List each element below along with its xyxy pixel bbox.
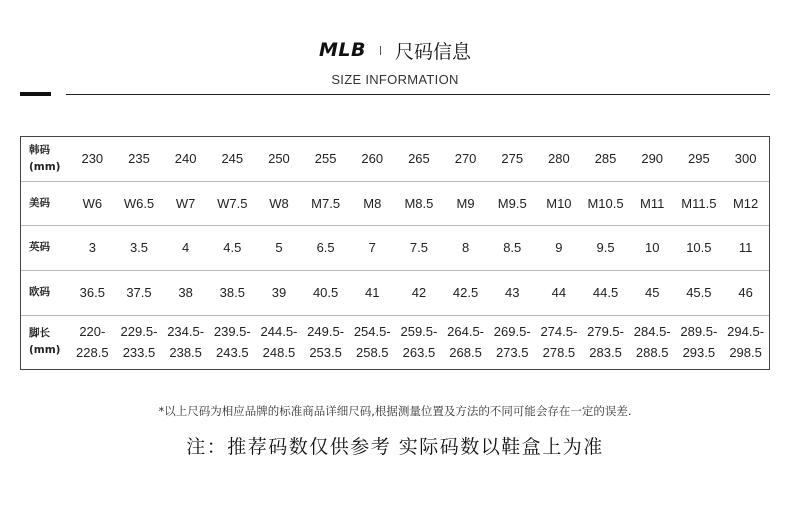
cell-line: 253.5 xyxy=(309,345,342,361)
cell-line: 233.5 xyxy=(122,345,156,361)
table-cell: W7 xyxy=(162,181,209,225)
table-cell: 245 xyxy=(221,151,244,167)
table-cell: W7.5 xyxy=(209,181,256,225)
table-cell: M12 xyxy=(722,181,769,225)
table-cell: M11 xyxy=(629,181,676,225)
cell-line: 278.5 xyxy=(542,345,576,361)
table-cell: 45 xyxy=(629,270,676,315)
row-label xyxy=(21,225,69,270)
table-cell: 260 xyxy=(361,151,384,167)
table-cell: 7.5 xyxy=(396,225,443,270)
table-cell xyxy=(209,315,256,369)
table-cell xyxy=(69,315,116,369)
cell-line: 243.5 xyxy=(216,345,249,361)
table-cell: 285 xyxy=(594,151,617,167)
table-cell: 37.5 xyxy=(116,270,163,315)
table-cell: 255 xyxy=(314,151,337,167)
table-cell: M9 xyxy=(442,181,489,225)
table-cell: 270 xyxy=(454,151,477,167)
page-subtitle: SIZE INFORMATION xyxy=(331,72,459,87)
table-cell: 38 xyxy=(162,270,209,315)
size-table xyxy=(21,137,769,369)
row-label-line: 欧码 xyxy=(29,286,50,298)
cell-line: 229.5- xyxy=(120,324,158,340)
row-label-line: (mm) xyxy=(29,344,61,357)
table-cell: M8 xyxy=(349,181,396,225)
cell-line: 228.5 xyxy=(76,345,109,361)
table-row xyxy=(21,270,769,315)
recommendation-note: 注：推荐码数仅供参考 实际码数以鞋盒上为准 xyxy=(186,436,604,458)
table-cell: 250 xyxy=(268,151,290,167)
table-cell: M7.5 xyxy=(302,181,349,225)
header-rule xyxy=(66,94,770,95)
cell-line: 239.5- xyxy=(213,324,251,340)
cell-line: 298.5 xyxy=(729,345,762,361)
cell-line: 273.5 xyxy=(495,345,529,361)
cell-line: 248.5 xyxy=(262,345,296,361)
table-cell xyxy=(722,315,769,369)
cell-line: 264.5- xyxy=(447,324,485,340)
table-cell xyxy=(629,315,676,369)
table-cell xyxy=(396,315,443,369)
row-label-line: 英码 xyxy=(29,241,50,253)
table-cell: 9 xyxy=(536,225,583,270)
table-cell: M8.5 xyxy=(396,181,443,225)
title-row xyxy=(0,34,790,66)
table-cell: 5 xyxy=(256,225,303,270)
table-cell: 265 xyxy=(408,151,430,167)
table-row xyxy=(21,225,769,270)
table-cell xyxy=(349,315,396,369)
table-cell: W6.5 xyxy=(116,181,163,225)
table-cell xyxy=(442,315,489,369)
cell-line: 269.5- xyxy=(493,324,531,340)
table-cell: 41 xyxy=(349,270,396,315)
cell-line: 284.5- xyxy=(633,324,671,340)
page-title: 尺码信息 xyxy=(394,40,471,63)
table-cell: 295 xyxy=(688,151,710,167)
table-cell: 45.5 xyxy=(676,270,723,315)
table-cell: 40.5 xyxy=(302,270,349,315)
row-label-line: 美码 xyxy=(29,196,50,209)
table-cell: 44 xyxy=(536,270,583,315)
table-cell: 300 xyxy=(734,151,757,167)
table-cell: 235 xyxy=(128,151,150,167)
table-cell: 6.5 xyxy=(302,225,349,270)
table-cell: 42.5 xyxy=(442,270,489,315)
table-cell: 4.5 xyxy=(209,225,256,270)
cell-line: 294.5- xyxy=(727,324,765,340)
table-cell: 46 xyxy=(722,270,769,315)
table-cell: W6 xyxy=(69,181,116,225)
cell-line: 289.5- xyxy=(680,324,718,340)
table-cell xyxy=(489,315,536,369)
brand-logo: MLB xyxy=(318,39,366,61)
table-cell: 3.5 xyxy=(116,225,163,270)
table-cell: 43 xyxy=(489,270,536,315)
table-cell: M11.5 xyxy=(676,181,723,225)
cell-line: 288.5 xyxy=(635,345,669,361)
cell-line: 268.5 xyxy=(449,345,482,361)
table-cell: 9.5 xyxy=(582,225,629,270)
row-label-line: 韩码 xyxy=(29,143,50,156)
table-cell xyxy=(302,315,349,369)
table-cell: 10.5 xyxy=(676,225,723,270)
row-label xyxy=(21,315,69,369)
cell-line: 293.5 xyxy=(682,345,716,361)
table-cell: 8.5 xyxy=(489,225,536,270)
table-row xyxy=(21,137,769,181)
cell-line: 279.5- xyxy=(587,324,624,340)
table-cell xyxy=(116,315,163,369)
disclaimer-note: *以上尺码为相应品牌的标准商品详细尺码,根据测量位置及方法的不同可能会存在一定的误差. xyxy=(158,404,632,418)
row-label xyxy=(21,137,69,181)
table-row xyxy=(21,315,769,369)
cell-line: 220- xyxy=(79,324,106,340)
row-label xyxy=(21,270,69,315)
row-label-line: (mm) xyxy=(29,160,61,173)
table-cell: 290 xyxy=(641,151,664,167)
size-table-body xyxy=(21,137,769,369)
cell-line: 234.5- xyxy=(167,324,205,340)
title-separator xyxy=(380,46,381,55)
row-label-line: 脚长 xyxy=(29,327,50,340)
table-cell: 42 xyxy=(396,270,443,315)
table-cell: 44.5 xyxy=(582,270,629,315)
table-cell: 10 xyxy=(629,225,676,270)
cell-line: 259.5- xyxy=(400,324,438,340)
table-cell: 240 xyxy=(174,151,197,167)
header-rule-accent xyxy=(20,92,51,96)
table-cell xyxy=(582,315,629,369)
cell-line: 263.5 xyxy=(402,345,436,361)
table-cell: 8 xyxy=(442,225,489,270)
table-cell xyxy=(536,315,583,369)
cell-line: 274.5- xyxy=(540,324,578,340)
table-cell: 3 xyxy=(69,225,116,270)
cell-line: 244.5- xyxy=(260,324,298,340)
table-cell: 36.5 xyxy=(69,270,116,315)
cell-line: 238.5 xyxy=(169,345,202,361)
table-cell: 7 xyxy=(349,225,396,270)
cell-line: 254.5- xyxy=(353,324,391,340)
table-cell xyxy=(676,315,723,369)
table-cell: M10 xyxy=(536,181,583,225)
table-cell: 11 xyxy=(722,225,769,270)
table-cell xyxy=(256,315,303,369)
cell-line: 283.5 xyxy=(589,345,622,361)
table-cell: W8 xyxy=(256,181,303,225)
cell-line: 249.5- xyxy=(307,324,345,340)
table-cell: M10.5 xyxy=(582,181,629,225)
table-cell: 4 xyxy=(162,225,209,270)
table-cell: 39 xyxy=(256,270,303,315)
table-cell xyxy=(162,315,209,369)
table-row xyxy=(21,181,769,225)
table-cell: 38.5 xyxy=(209,270,256,315)
table-cell: 275 xyxy=(501,151,524,167)
table-cell: 280 xyxy=(548,151,570,167)
table-cell: M9.5 xyxy=(489,181,536,225)
row-label xyxy=(21,181,69,225)
table-cell: 230 xyxy=(81,151,104,167)
size-info-header xyxy=(0,34,790,87)
cell-line: 258.5 xyxy=(355,345,389,361)
